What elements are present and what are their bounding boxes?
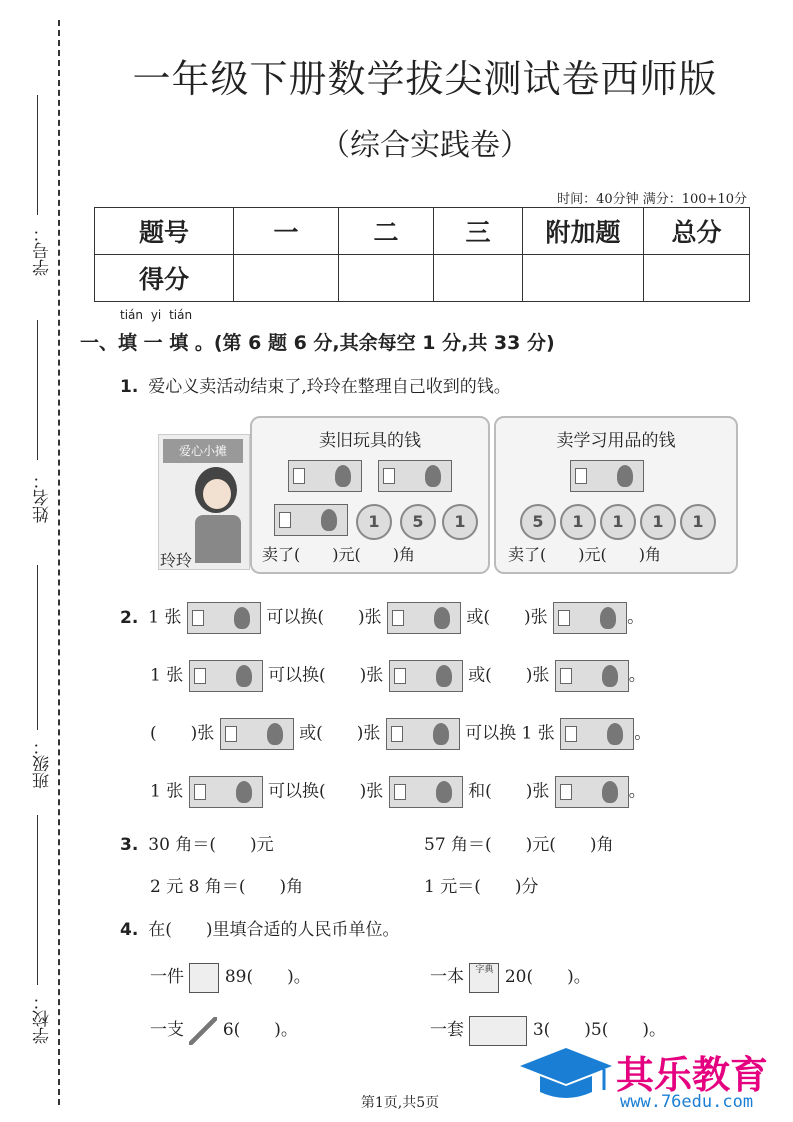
question-number: 1. xyxy=(120,377,139,397)
banknote xyxy=(274,504,348,536)
banknote-icon xyxy=(570,460,644,492)
banknote xyxy=(378,460,452,492)
banknote-icon xyxy=(387,602,461,634)
question-4-item-2 xyxy=(430,962,591,993)
blank-text[interactable]: 6( )。 xyxy=(222,1020,298,1040)
page-title: 一年级下册数学拔尖测试卷西师版 xyxy=(132,57,718,101)
score-header-cell: 一 xyxy=(234,208,339,255)
banknote-icon xyxy=(553,602,627,634)
student-id-label: 学号： xyxy=(33,225,53,276)
question-3-item-3[interactable]: 2 元 8 角＝( )角 xyxy=(150,877,304,897)
girl-body xyxy=(195,515,241,563)
coin-icon: 5 xyxy=(520,504,556,540)
school-label: 学校： xyxy=(33,993,53,1044)
blank-text[interactable]: 可以换( )张 xyxy=(266,607,382,628)
graduation-cap-icon xyxy=(516,1040,616,1110)
coin-icon: 1 xyxy=(560,504,596,540)
logo-name: 其乐教育 xyxy=(616,1053,769,1097)
coin xyxy=(520,504,556,540)
school-line xyxy=(37,815,38,985)
question-2-line-1 xyxy=(120,602,644,634)
question-3-item-2[interactable]: 57 角＝( )元( )角 xyxy=(424,835,614,855)
coin-icon: 1 xyxy=(600,504,636,540)
text: 。 xyxy=(628,665,646,686)
blank-text[interactable]: 20( )。 xyxy=(504,967,591,987)
text: 1 张 xyxy=(150,781,184,802)
blank-text[interactable]: 30 角＝( )元 xyxy=(148,835,274,855)
dictionary-label: 字典 xyxy=(475,964,494,975)
coin xyxy=(680,504,716,540)
score-header-cell: 总分 xyxy=(644,208,750,255)
banknote xyxy=(570,460,644,492)
blank-text[interactable]: 89( )。 xyxy=(224,967,311,987)
text: 一本 xyxy=(430,967,464,987)
banknote-icon xyxy=(560,718,634,750)
blank-text[interactable]: 3( )5( )。 xyxy=(532,1020,666,1040)
score-header-cell: 三 xyxy=(434,208,523,255)
name-line xyxy=(37,320,38,460)
question-4-item-3 xyxy=(150,1015,298,1045)
question-2-line-2 xyxy=(150,660,646,692)
score-header-cell: 附加题 xyxy=(523,208,644,255)
coin xyxy=(640,504,676,540)
score-header-cell: 题号 xyxy=(95,208,234,255)
blank-text[interactable]: 或( )张 xyxy=(468,665,550,686)
brand-logo xyxy=(516,1040,791,1120)
shirt-icon xyxy=(189,963,219,993)
coin xyxy=(560,504,596,540)
panel-toys xyxy=(250,416,490,574)
banknote-icon xyxy=(555,776,629,808)
question-4-item-1 xyxy=(150,962,311,993)
blank-text[interactable]: 可以换( )张 xyxy=(268,781,384,802)
banknote-icon xyxy=(386,718,460,750)
panel-supplies-title: 卖学习用品的钱 xyxy=(556,431,676,451)
pencil-icon xyxy=(189,1017,217,1045)
score-table xyxy=(94,207,750,302)
exam-meta: 时间：40分钟 满分：100+10分 xyxy=(557,192,747,207)
banknote-icon xyxy=(555,660,629,692)
text: 。 xyxy=(627,607,645,628)
text: 1 张 xyxy=(150,665,184,686)
coin xyxy=(356,504,392,540)
text: 1 张 xyxy=(148,607,182,628)
banknote-icon xyxy=(389,660,463,692)
dictionary-icon xyxy=(469,963,499,993)
blank-text[interactable]: 或( )张 xyxy=(466,607,548,628)
girl-face xyxy=(203,479,231,509)
class-line xyxy=(37,565,38,730)
logo-url: www.76edu.com xyxy=(620,1092,754,1112)
binding-dashed-line xyxy=(58,20,60,1105)
question-3-item-1[interactable] xyxy=(120,830,274,855)
banknote-icon xyxy=(378,460,452,492)
text: 一套 xyxy=(430,1020,464,1040)
coin xyxy=(442,504,478,540)
blank-text[interactable]: 和( )张 xyxy=(468,781,550,802)
student-id-line xyxy=(37,95,38,215)
banknote-icon xyxy=(189,776,263,808)
score-input-cell[interactable] xyxy=(644,255,750,302)
coin xyxy=(400,504,436,540)
coin-icon: 1 xyxy=(356,504,392,540)
question-number: 2. xyxy=(120,607,139,628)
score-input-cell[interactable] xyxy=(434,255,523,302)
answer-supplies[interactable]: 卖了( )元( )角 xyxy=(508,545,661,564)
question-text: 爱心义卖活动结束了,玲玲在整理自己收到的钱。 xyxy=(148,377,511,397)
page-footer: 第1页,共5页 xyxy=(360,1095,440,1111)
score-input-cell[interactable] xyxy=(234,255,339,302)
question-text: 在( )里填合适的人民币单位。 xyxy=(148,920,400,940)
score-input-cell[interactable] xyxy=(523,255,644,302)
name-label: 姓名： xyxy=(33,472,53,523)
question-number: 3. xyxy=(120,835,139,855)
girl-name: 玲玲 xyxy=(160,551,193,570)
text: 一支 xyxy=(150,1020,184,1040)
page-subtitle: （综合实践卷） xyxy=(320,128,530,163)
text: 。 xyxy=(634,723,652,744)
coin-icon: 1 xyxy=(442,504,478,540)
banknote-icon xyxy=(389,776,463,808)
panel-supplies xyxy=(494,416,738,574)
coin-icon: 1 xyxy=(640,504,676,540)
score-header-cell: 二 xyxy=(339,208,434,255)
panel-toys-title: 卖旧玩具的钱 xyxy=(319,431,421,451)
score-input-cell[interactable] xyxy=(339,255,434,302)
banknote-icon xyxy=(274,504,348,536)
text: 一件 xyxy=(150,967,184,987)
banknote-icon xyxy=(189,660,263,692)
question-number: 4. xyxy=(120,920,139,940)
booth-sign: 爱心小摊 xyxy=(163,439,243,463)
class-label: 班级： xyxy=(33,738,53,789)
banknote-icon xyxy=(288,460,362,492)
question-4 xyxy=(120,915,400,940)
blank-text[interactable]: 或( )张 xyxy=(299,723,381,744)
coin-icon: 5 xyxy=(400,504,436,540)
question-1 xyxy=(120,372,511,397)
question-2-line-3 xyxy=(150,718,651,750)
coin-icon: 1 xyxy=(680,504,716,540)
banknote-icon xyxy=(187,602,261,634)
text: 可以换 1 张 xyxy=(465,723,555,744)
coin xyxy=(600,504,636,540)
banknote-icon xyxy=(220,718,294,750)
question-3-item-4[interactable]: 1 元＝( )分 xyxy=(424,877,539,897)
blank-text[interactable]: ( )张 xyxy=(150,723,215,744)
banknote xyxy=(288,460,362,492)
blank-text[interactable]: 可以换( )张 xyxy=(268,665,384,686)
answer-toys[interactable]: 卖了( )元( )角 xyxy=(262,545,415,564)
section-pinyin: tián yi tián xyxy=(120,308,193,322)
section-title: 一、填 一 填 。(第 6 题 6 分,其余每空 1 分,共 33 分) xyxy=(80,332,555,354)
question-2-line-4 xyxy=(150,776,646,808)
text: 。 xyxy=(628,781,646,802)
score-row-label: 得分 xyxy=(95,255,234,302)
